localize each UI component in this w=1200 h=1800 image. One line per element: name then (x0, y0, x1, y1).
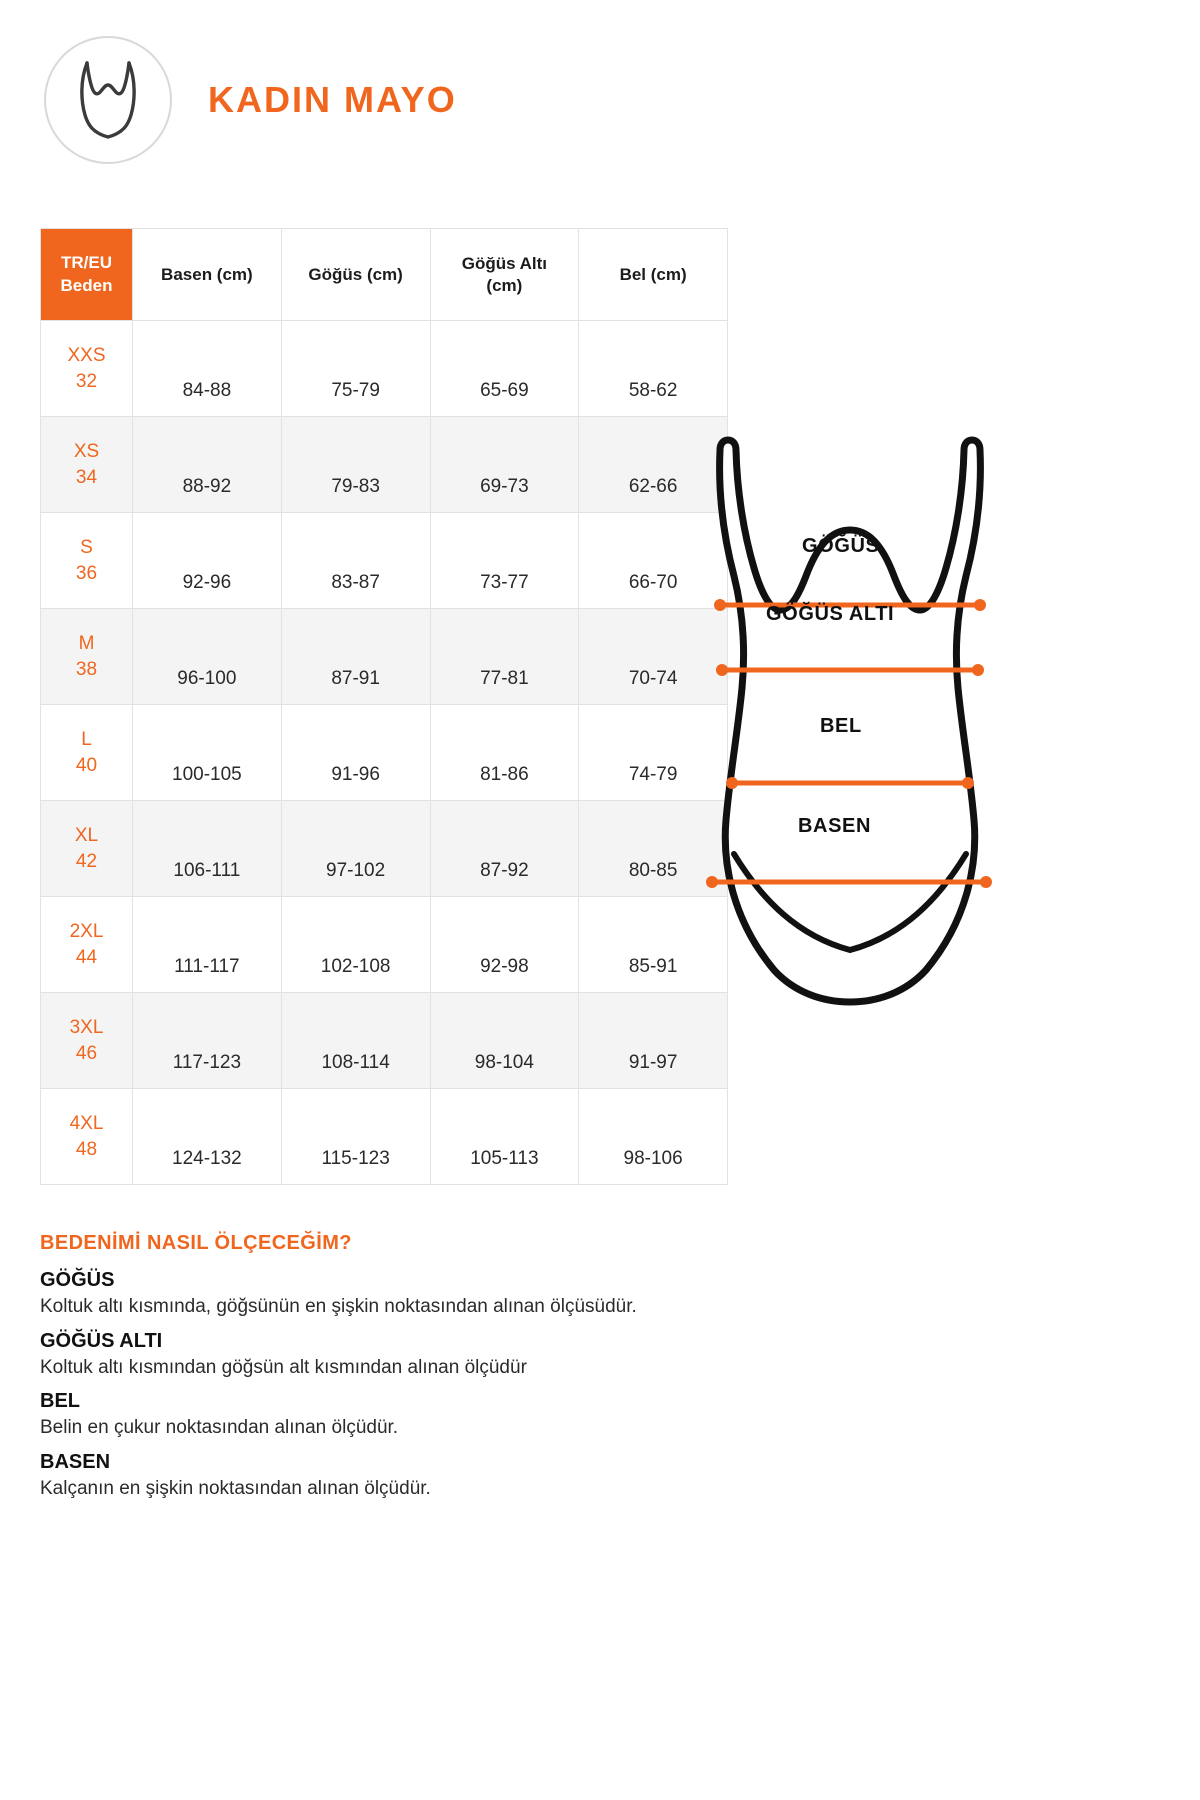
column-header-gogus-alti-line2: (cm) (486, 275, 523, 295)
cell-bel: 80-85 (579, 801, 728, 897)
size-number: 36 (75, 563, 98, 584)
column-header-size (41, 229, 133, 321)
swimsuit-logo (44, 36, 172, 164)
cell-bel: 74-79 (579, 705, 728, 801)
cell-gogus-alti: 65-69 (430, 321, 579, 417)
cell-gogus-alti: 73-77 (430, 513, 579, 609)
cell-size (41, 321, 133, 417)
cell-basen: 106-111 (133, 801, 282, 897)
size-letter: XS (73, 441, 100, 463)
table-body (41, 321, 728, 1185)
guide-desc-gogus: Koltuk altı kısmında, göğsünün en şişkin noktasından alınan ölçüsüdür. (40, 1296, 637, 1317)
table-header (41, 229, 728, 321)
cell-basen: 96-100 (133, 609, 282, 705)
guide-term-gogus: GÖĞÜS (40, 1269, 115, 1291)
table-row (41, 513, 728, 609)
column-header-gogus-alti-line1: Göğüs Altı (461, 254, 548, 274)
measurement-figure (690, 430, 1050, 1030)
cell-bel: 85-91 (579, 897, 728, 993)
guide-desc-bel: Belin en çukur noktasından alınan ölçüdür. (40, 1417, 399, 1439)
figure-label-gogus-alti: GÖĞÜS ALTI (766, 603, 895, 625)
cell-gogus: 108-114 (281, 993, 430, 1089)
cell-gogus: 75-79 (281, 321, 430, 417)
size-number: 48 (75, 1139, 98, 1160)
cell-size (41, 993, 133, 1089)
table-row (41, 705, 728, 801)
table-row (41, 993, 728, 1089)
swimsuit-diagram-icon (690, 430, 1050, 1010)
size-number: 34 (75, 467, 98, 488)
guide-desc-basen: Kalçanın en şişkin noktasından alınan ölçüdür. (40, 1477, 431, 1499)
size-letter: 3XL (69, 1017, 104, 1039)
cell-size (41, 609, 133, 705)
column-header-basen: Basen (cm) (133, 229, 282, 321)
cell-basen: 88-92 (133, 417, 282, 513)
size-letter: M (78, 633, 95, 655)
cell-basen: 111-117 (133, 897, 282, 993)
cell-gogus: 87-91 (281, 609, 430, 705)
cell-gogus-alti: 105-113 (430, 1089, 579, 1185)
cell-size (41, 801, 133, 897)
cell-size (41, 897, 133, 993)
cell-gogus: 102-108 (281, 897, 430, 993)
size-number: 46 (75, 1043, 98, 1064)
figure-label-bel: BEL (820, 715, 862, 737)
guide-term-basen: BASEN (40, 1450, 111, 1473)
table-row (41, 321, 728, 417)
cell-gogus-alti: 77-81 (430, 609, 579, 705)
cell-bel: 62-66 (579, 417, 728, 513)
table-header-row (41, 229, 728, 321)
figure-label-basen: BASEN (798, 815, 872, 837)
cell-basen: 100-105 (133, 705, 282, 801)
measurement-guide (40, 1232, 940, 1512)
cell-size (41, 1089, 133, 1185)
size-number: 38 (75, 659, 98, 680)
size-number: 32 (75, 371, 98, 392)
cell-gogus: 97-102 (281, 801, 430, 897)
cell-gogus-alti: 87-92 (430, 801, 579, 897)
guide-term-gogus-alti: GÖĞÜS ALTI (40, 1329, 163, 1352)
figure-label-gogus: GÖĞÜS (802, 535, 880, 557)
table-row (41, 609, 728, 705)
cell-gogus: 115-123 (281, 1089, 430, 1185)
cell-basen: 84-88 (133, 321, 282, 417)
cell-bel: 91-97 (579, 993, 728, 1089)
column-header-gogus: Göğüs (cm) (281, 229, 430, 321)
column-header-bel: Bel (cm) (579, 229, 728, 321)
table-row (41, 897, 728, 993)
cell-bel: 70-74 (579, 609, 728, 705)
cell-gogus: 83-87 (281, 513, 430, 609)
table-row (41, 1089, 728, 1185)
cell-gogus: 79-83 (281, 417, 430, 513)
cell-bel: 66-70 (579, 513, 728, 609)
table-row (41, 417, 728, 513)
size-letter: S (80, 537, 93, 559)
size-letter: L (81, 729, 92, 751)
cell-size (41, 513, 133, 609)
table-row (41, 801, 728, 897)
cell-basen: 92-96 (133, 513, 282, 609)
cell-gogus: 91-96 (281, 705, 430, 801)
guide-title: BEDENİMİ NASIL ÖLÇECEĞİM? (40, 1232, 352, 1254)
size-number: 42 (75, 851, 98, 872)
size-letter: XL (74, 825, 99, 847)
guide-desc-gogus-alti: Koltuk altı kısmından göğsün alt kısmından alınan ölçüdür (40, 1356, 527, 1378)
cell-gogus-alti: 81-86 (430, 705, 579, 801)
size-letter: 2XL (69, 921, 104, 943)
cell-bel: 58-62 (579, 321, 728, 417)
cell-gogus-alti: 98-104 (430, 993, 579, 1089)
size-letter: 4XL (69, 1113, 104, 1135)
cell-gogus-alti: 92-98 (430, 897, 579, 993)
header (44, 36, 457, 164)
column-header-size-line2: Beden (60, 275, 113, 295)
swimsuit-icon (77, 59, 139, 141)
cell-gogus-alti: 69-73 (430, 417, 579, 513)
guide-term-bel: BEL (40, 1390, 80, 1413)
page-title: KADIN MAYO (208, 79, 457, 120)
column-header-size-line1: TR/EU (61, 253, 112, 273)
size-table (40, 228, 728, 1185)
column-header-gogus-alti (430, 229, 579, 321)
cell-basen: 117-123 (133, 993, 282, 1089)
size-letter: XXS (67, 345, 106, 367)
size-number: 44 (75, 947, 98, 968)
cell-bel: 98-106 (579, 1089, 728, 1185)
cell-size (41, 417, 133, 513)
cell-size (41, 705, 133, 801)
cell-basen: 124-132 (133, 1089, 282, 1185)
size-number: 40 (75, 755, 98, 776)
